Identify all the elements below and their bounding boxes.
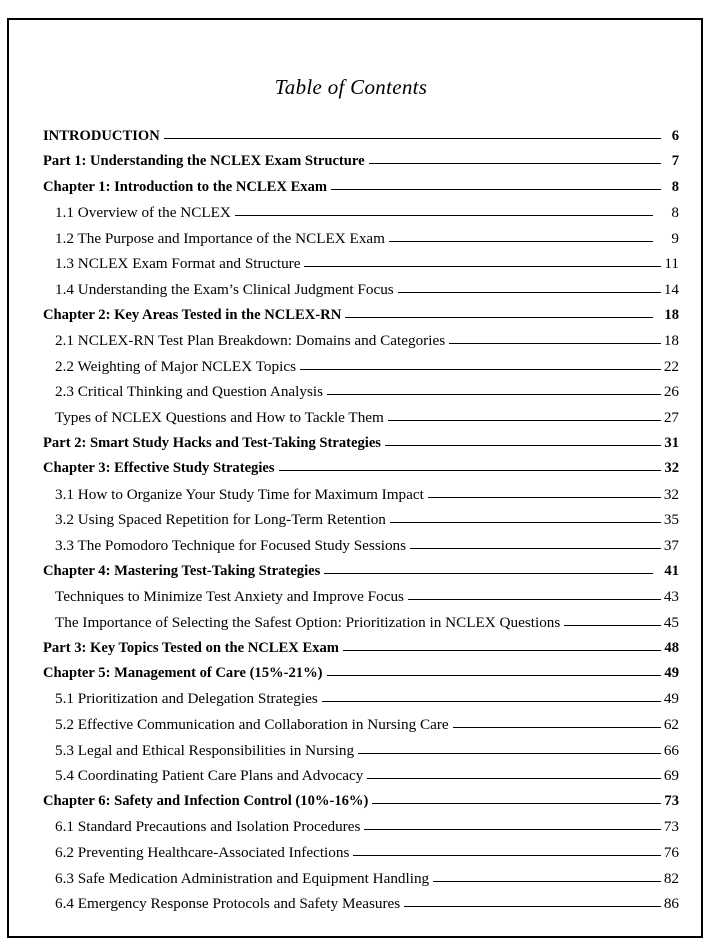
toc-entry[interactable] — [43, 739, 679, 765]
toc-entry[interactable] — [43, 765, 679, 791]
toc-entry-label: Techniques to Minimize Test Anxiety and Improve Focus — [55, 587, 404, 605]
toc-entry[interactable] — [43, 407, 679, 433]
toc-leader-line — [368, 791, 661, 806]
toc-entry-label: 2.3 Critical Thinking and Question Analysis — [55, 383, 324, 401]
toc-page-number: 31 — [664, 434, 679, 451]
toc-page-number: 45 — [663, 613, 679, 631]
toc-entry[interactable] — [43, 893, 679, 919]
toc-entry[interactable] — [43, 330, 679, 356]
toc-entry[interactable] — [43, 867, 679, 893]
toc-entry[interactable] — [43, 842, 679, 868]
toc-entry-label: Chapter 3: Effective Study Strategies — [43, 460, 275, 477]
toc-leader-line — [349, 842, 661, 857]
toc-page-number: 18 — [664, 306, 679, 323]
toc-entry-label: 6.2 Preventing Healthcare-Associated Infections — [55, 843, 350, 861]
toc-page-number: 69 — [663, 767, 679, 785]
toc-entry-label: 6.1 Standard Precautions and Isolation Procedures — [55, 818, 361, 836]
toc-leader-line — [323, 663, 661, 678]
toc-page-number: 76 — [663, 843, 679, 861]
toc-entry-label: 5.1 Prioritization and Delegation Strategies — [55, 690, 318, 708]
toc-page-number: 43 — [663, 587, 679, 605]
toc-page-number: 73 — [663, 818, 679, 836]
toc-entry[interactable] — [43, 714, 679, 740]
toc-page-number: 22 — [663, 357, 679, 375]
toc-page-number: 6 — [671, 127, 679, 144]
toc-entry[interactable] — [43, 176, 679, 202]
document-page — [7, 18, 703, 938]
toc-page-number: 11 — [664, 255, 679, 273]
toc-entry[interactable] — [43, 355, 679, 381]
toc-page-number: 73 — [664, 793, 679, 810]
toc-entry[interactable] — [43, 816, 679, 842]
toc-leader-line — [429, 867, 661, 882]
toc-leader-line — [323, 381, 661, 396]
toc-entry[interactable] — [43, 791, 679, 817]
page-content-area — [9, 20, 701, 936]
toc-page-number: 66 — [663, 741, 679, 759]
toc-leader-line — [341, 304, 661, 319]
toc-leader-line — [449, 714, 661, 729]
toc-entry[interactable] — [43, 560, 679, 586]
toc-entry[interactable] — [43, 202, 679, 228]
toc-leader-line — [360, 816, 661, 831]
toc-entry-label: Part 2: Smart Study Hacks and Test-Taking Strategies — [43, 434, 381, 451]
toc-leader-line — [394, 279, 661, 294]
toc-page-number: 49 — [663, 690, 679, 708]
toc-entry-label: 3.3 The Pomodoro Technique for Focused Study Sessions — [55, 536, 407, 554]
toc-entry[interactable] — [43, 637, 679, 663]
toc-entry-label: Chapter 2: Key Areas Tested in the NCLEX-RN — [43, 306, 342, 323]
toc-entry-label: Part 1: Understanding the NCLEX Exam Structure — [43, 153, 365, 170]
toc-page-number: 8 — [671, 204, 679, 222]
toc-entry[interactable] — [43, 304, 679, 330]
toc-leader-line — [231, 202, 661, 217]
toc-page-number: 32 — [664, 460, 679, 477]
toc-entry[interactable] — [43, 151, 679, 177]
toc-entry-label: The Importance of Selecting the Safest Option: Prioritization in NCLEX Questions — [55, 613, 561, 631]
toc-entry[interactable] — [43, 688, 679, 714]
toc-entry-label: 6.4 Emergency Response Protocols and Safety Measures — [55, 895, 401, 913]
toc-page-number: 26 — [663, 383, 679, 401]
toc-leader-line — [384, 407, 661, 422]
toc-entry[interactable] — [43, 509, 679, 535]
toc-page-number: 37 — [663, 536, 679, 554]
toc-page-number: 27 — [663, 408, 679, 426]
toc-leader-line — [160, 125, 661, 140]
toc-page-number: 82 — [663, 869, 679, 887]
toc-entry-label: 3.2 Using Spaced Repetition for Long-Term Retention — [55, 511, 386, 529]
toc-entry[interactable] — [43, 381, 679, 407]
toc-entry-label: Chapter 1: Introduction to the NCLEX Exam — [43, 178, 328, 195]
toc-entry-label: 3.1 How to Organize Your Study Time for Maximum Impact — [55, 485, 424, 503]
toc-page-number: 86 — [663, 895, 679, 913]
toc-page-number: 35 — [663, 511, 679, 529]
toc-entry[interactable] — [43, 125, 679, 151]
toc-entry-label: 6.3 Safe Medication Administration and Equipment Handling — [55, 869, 430, 887]
toc-page-number: 62 — [663, 715, 679, 733]
toc-entry-label: Chapter 6: Safety and Infection Control (10%-16%) — [43, 793, 369, 810]
toc-leader-line — [386, 509, 661, 524]
toc-page-number: 9 — [671, 229, 679, 247]
page-title: Table of Contents — [274, 75, 428, 99]
toc-leader-line — [296, 355, 661, 370]
toc-page-number: 8 — [671, 178, 679, 195]
toc-entry[interactable] — [43, 227, 679, 253]
toc-entry[interactable] — [43, 483, 679, 509]
toc-entry[interactable] — [43, 535, 679, 561]
toc-entry[interactable] — [43, 279, 679, 305]
toc-entry[interactable] — [43, 432, 679, 458]
toc-entry[interactable] — [43, 663, 679, 689]
toc-leader-line — [385, 227, 661, 242]
toc-entry-label: 1.3 NCLEX Exam Format and Structure — [55, 255, 301, 273]
toc-entry-label: 5.4 Coordinating Patient Care Plans and Advocacy — [55, 767, 364, 785]
toc-leader-line — [275, 458, 661, 473]
toc-page-number: 48 — [664, 639, 679, 656]
toc-entry-label: 2.2 Weighting of Major NCLEX Topics — [55, 357, 296, 375]
toc-entry-label: Types of NCLEX Questions and How to Tackle Them — [55, 408, 384, 426]
toc-page-number: 14 — [663, 280, 679, 298]
toc-leader-line — [339, 637, 661, 652]
toc-leader-line — [365, 151, 661, 166]
toc-entry-label: 2.1 NCLEX-RN Test Plan Breakdown: Domains and Categories — [55, 332, 446, 350]
toc-entry-label: Chapter 5: Management of Care (15%-21%) — [43, 665, 323, 682]
toc-leader-line — [400, 893, 661, 908]
toc-page-number: 49 — [664, 665, 679, 682]
table-of-contents-list — [43, 99, 679, 918]
toc-leader-line — [406, 535, 661, 550]
toc-entry[interactable] — [43, 586, 679, 612]
toc-leader-line — [404, 586, 661, 601]
toc-leader-line — [354, 739, 661, 754]
toc-page-number: 32 — [663, 485, 679, 503]
toc-leader-line — [560, 611, 661, 626]
toc-leader-line — [320, 560, 661, 575]
toc-entry[interactable] — [43, 458, 679, 484]
toc-entry-label: 1.2 The Purpose and Importance of the NCLEX Exam — [55, 229, 385, 247]
toc-entry-label: 1.4 Understanding the Exam’s Clinical Judgment Focus — [55, 280, 394, 298]
toc-entry-label: Chapter 4: Mastering Test-Taking Strategies — [43, 562, 321, 579]
toc-entry-label: INTRODUCTION — [43, 127, 160, 144]
toc-page-number: 41 — [664, 562, 679, 579]
toc-entry-label: 1.1 Overview of the NCLEX — [55, 204, 231, 222]
toc-leader-line — [445, 330, 661, 345]
toc-leader-line — [318, 688, 661, 703]
toc-leader-line — [300, 253, 661, 268]
toc-entry-label: 5.2 Effective Communication and Collaboration in Nursing Care — [55, 715, 449, 733]
toc-entry-label: 5.3 Legal and Ethical Responsibilities in Nursing — [55, 741, 355, 759]
toc-entry[interactable] — [43, 253, 679, 279]
toc-leader-line — [363, 765, 661, 780]
toc-leader-line — [381, 432, 661, 447]
toc-leader-line — [327, 176, 661, 191]
toc-leader-line — [424, 483, 661, 498]
toc-entry[interactable] — [43, 611, 679, 637]
toc-page-number: 7 — [671, 153, 679, 170]
toc-entry-label: Part 3: Key Topics Tested on the NCLEX Exam — [43, 639, 339, 656]
toc-page-number: 18 — [663, 332, 679, 350]
